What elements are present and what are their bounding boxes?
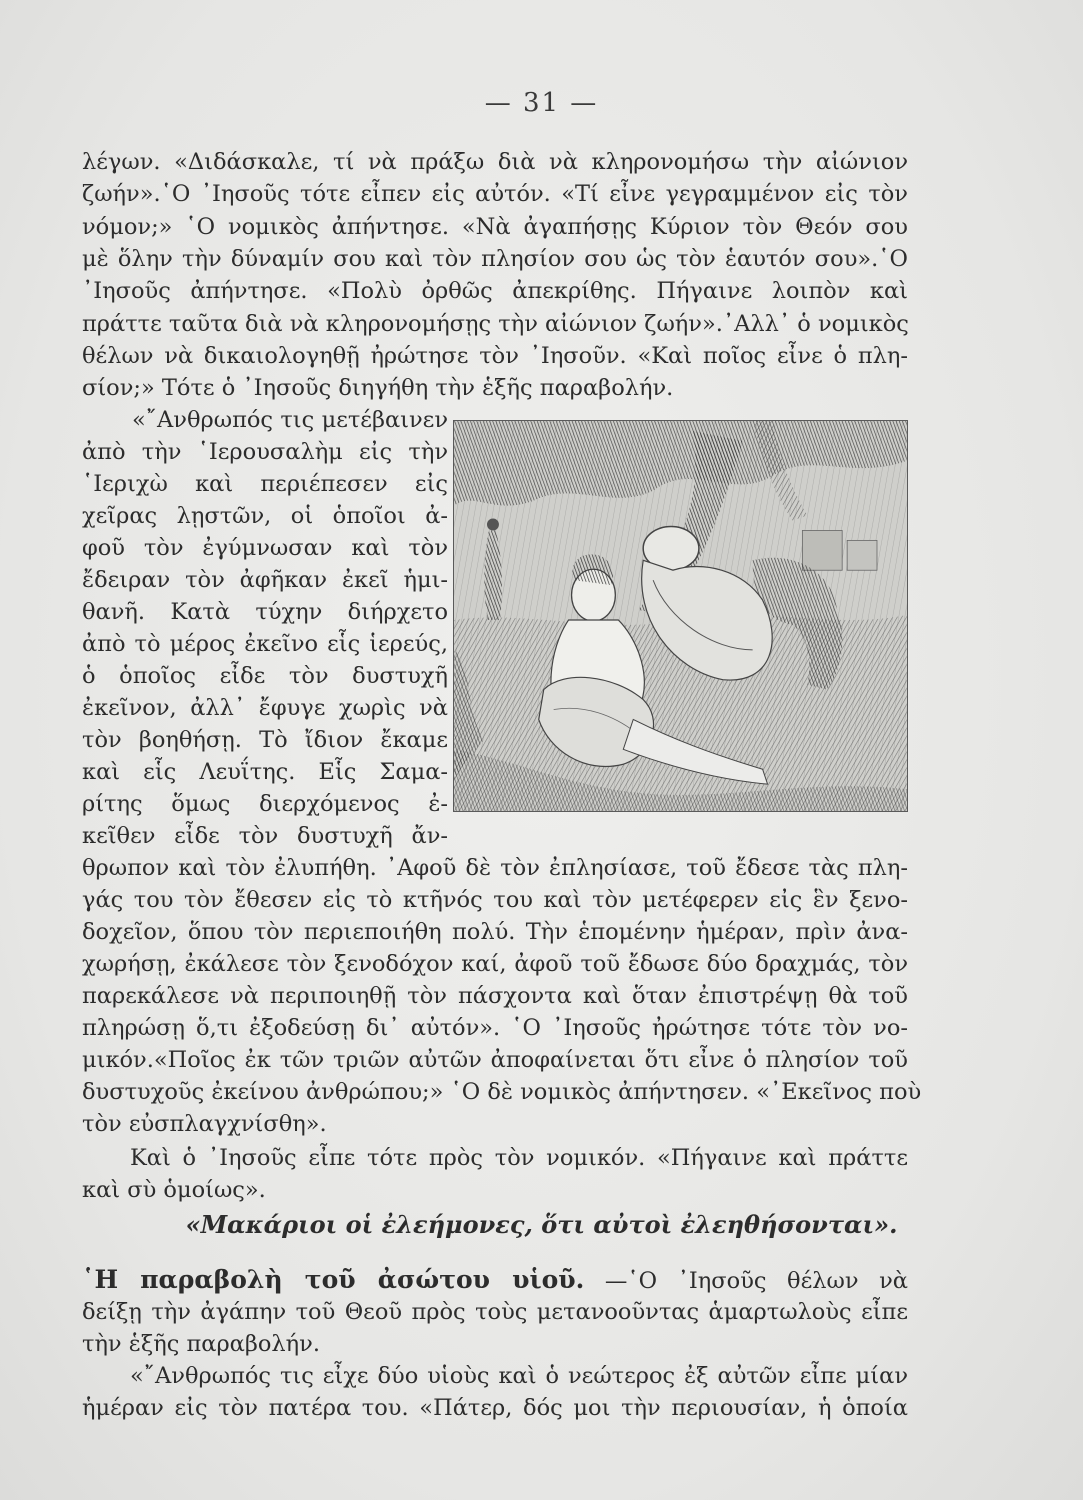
page-number: — 31 —: [484, 88, 599, 118]
text-line: ὁ ὁποῖος εἶδε τὸν δυστυχῆ: [82, 663, 448, 689]
text-line: νόμον;» ῾Ο νομικὸς ἀπήντησε. «Νὰ ἀγαπήσῃς Κύριον τὸν Θεόν σου: [82, 214, 908, 240]
text-line: ρίτης ὅμως διερχόμενος ἐ-: [82, 791, 448, 817]
good-samaritan-engraving-icon: [453, 420, 908, 812]
text-line: ἀπὸ τὴν ῾Ιερουσαλὴμ εἰς τὴν: [82, 439, 448, 465]
text-line: πράττε ταῦτα διὰ νὰ κληρονομήσῃς τὴν αἰώνιον ζωήν».᾿Αλλ᾿ ὁ νομικὸς: [82, 311, 909, 337]
text-line: παρεκάλεσε νὰ περιποιηθῇ τὸν πάσχοντα καὶ ὅταν ἐπιστρέψῃ θὰ τοῦ: [82, 983, 908, 1009]
section-heading-rest: —῾Ο ᾿Ιησοῦς θέλων νὰ: [604, 1268, 908, 1294]
text-line: θρωπον καὶ τὸν ἐλυπήθη. ᾿Αφοῦ δὲ τὸν ἐπλησίασε, τοῦ ἔδεσε τὰς πλη-: [82, 855, 908, 881]
text-line: «῎Ανθρωπός τις μετέβαινεν: [132, 407, 448, 433]
text-line: κεῖθεν εἶδε τὸν δυστυχῆ ἄν-: [82, 823, 448, 849]
text-line: φοῦ τὸν ἐγύμνωσαν καὶ τὸν: [82, 535, 448, 561]
text-line: ᾿Ιησοῦς ἀπήντησε. «Πολὺ ὀρθῶς ἀπεκρίθης. Πήγαινε λοιπὸν καὶ: [82, 278, 908, 304]
section-heading-line: [82, 1264, 908, 1297]
text-line: σίον;» Τότε ὁ ᾿Ιησοῦς διηγήθη τὴν ἑξῆς παραβολήν.: [82, 375, 674, 401]
text-line: καὶ εἷς Λευΐτης. Εἷς Σαμα-: [82, 759, 448, 785]
text-line: χεῖρας λῃστῶν, οἱ ὁποῖοι ἀ-: [82, 503, 448, 529]
text-line: ῾Ιεριχὼ καὶ περιέπεσεν εἰς: [82, 471, 448, 497]
text-line: δυστυχοῦς ἐκείνου ἀνθρώπου;» ῾Ο δὲ νομικὸς ἀπήντησεν. «᾿Εκεῖνος ποὺ: [82, 1079, 922, 1105]
section-heading: ῾Η παραβολὴ τοῦ ἀσώτου υἱοῦ.: [82, 1265, 585, 1294]
text-line: «῎Ανθρωπός τις εἶχε δύο υἱοὺς καὶ ὁ νεώτερος ἐξ αὐτῶν εἶπε μίαν: [130, 1363, 908, 1389]
text-line: ἔδειραν τὸν ἀφῆκαν ἐκεῖ ἡμι-: [82, 567, 448, 593]
text-line: χωρήσῃ, ἐκάλεσε τὸν ξενοδόχον καί, ἀφοῦ τοῦ ἔδωσε δύο δραχμάς, τὸν: [82, 951, 908, 977]
text-line: καὶ σὺ ὁμοίως».: [82, 1177, 266, 1203]
beatitude-motto: «Μακάριοι οἱ ἐλεήμονες, ὅτι αὐτοὶ ἐλεηθήσονται».: [185, 1210, 898, 1239]
text-line: τὸν βοηθήσῃ. Τὸ ἴδιον ἔκαμε: [82, 727, 448, 753]
text-line: ἡμέραν εἰς τὸν πατέρα του. «Πάτερ, δός μοι τὴν περιουσίαν, ἡ ὁποία: [82, 1395, 908, 1421]
text-line: τὸν εὐσπλαγχνίσθη».: [82, 1111, 327, 1137]
text-line: θέλων νὰ δικαιολογηθῇ ἠρώτησε τὸν ᾿Ιησοῦν. «Καὶ ποῖος εἶνε ὁ πλη-: [82, 343, 908, 369]
text-line: μικόν.«Ποῖος ἐκ τῶν τριῶν αὐτῶν ἀποφαίνεται ὅτι εἶνε ὁ πλησίον τοῦ: [82, 1047, 908, 1073]
text-line: θανῆ. Κατὰ τύχην διήρχετο: [82, 599, 448, 625]
text-line: λέγων. «Διδάσκαλε, τί νὰ πράξω διὰ νὰ κληρονομήσω τὴν αἰώνιον: [82, 149, 908, 175]
text-line: δοχεῖον, ὅπου τὸν περιεποιήθη πολύ. Τὴν ἑπομένην ἡμέραν, πρὶν ἀνα-: [82, 919, 908, 945]
text-line: γάς του τὸν ἔθεσεν εἰς τὸ κτῆνός του καὶ τὸν μετέφερεν εἰς ἓν ξενο-: [82, 887, 908, 913]
text-line: τὴν ἑξῆς παραβολήν.: [82, 1331, 320, 1357]
text-line: ἀπὸ τὸ μέρος ἐκεῖνο εἷς ἱερεύς,: [82, 631, 448, 657]
text-line: δείξῃ τὴν ἀγάπην τοῦ Θεοῦ πρὸς τοὺς μετανοοῦντας ἁμαρτωλοὺς εἶπε: [82, 1299, 908, 1325]
text-line: Καὶ ὁ ᾿Ιησοῦς εἶπε τότε πρὸς τὸν νομικόν. «Πήγαινε καὶ πράττε: [130, 1145, 908, 1171]
text-line: πληρώσῃ ὅ,τι ἐξοδεύσῃ δι᾿ αὐτόν». ῾Ο ᾿Ιησοῦς ἠρώτησε τότε τὸν νο-: [82, 1015, 908, 1041]
text-line: ἐκεῖνον, ἀλλ᾿ ἔφυγε χωρὶς νὰ: [82, 695, 448, 721]
text-line: ζωήν».῾Ο ᾿Ιησοῦς τότε εἶπεν εἰς αὐτόν. «Τί εἶνε γεγραμμένον εἰς τὸν: [82, 181, 908, 207]
text-line: μὲ ὅλην τὴν δύναμίν σου καὶ τὸν πλησίον σου ὡς τὸν ἑαυτόν σου».῾Ο: [82, 246, 908, 272]
